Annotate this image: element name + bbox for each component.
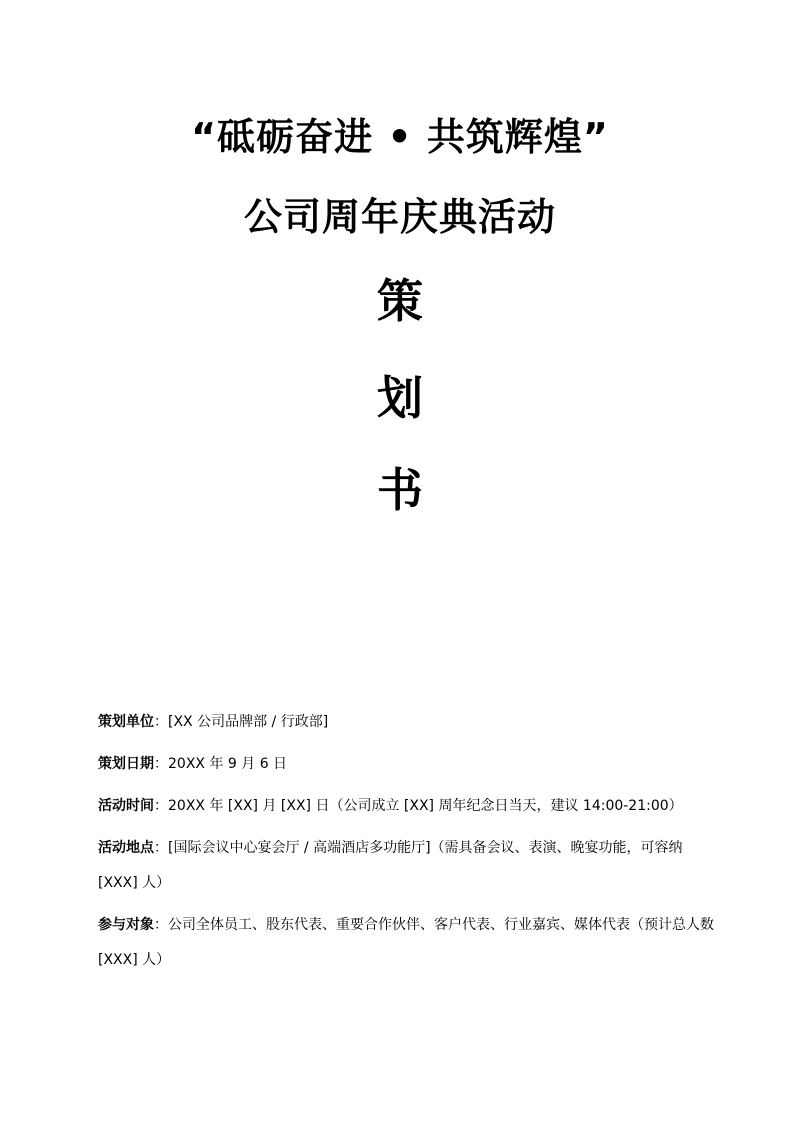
plan-info-block: [98, 705, 718, 985]
info-label: 活动时间: [98, 798, 154, 814]
info-planning-date: [98, 747, 718, 782]
info-event-time: [98, 789, 718, 824]
info-value: ：[国际会议中心宴会厅 / 高端酒店多功能厅]（需具备会议、表演、晚宴功能，可容纳 [XXX] 人）: [98, 840, 683, 891]
info-participants: [98, 908, 718, 978]
info-value: ：公司全体员工、股东代表、重要合作伙伴、客户代表、行业嘉宾、媒体代表（预计总人数 [XXX] 人）: [98, 917, 714, 968]
info-planning-unit: [98, 705, 718, 740]
info-label: 活动地点: [98, 840, 154, 856]
title-char-hua: 划: [377, 371, 423, 425]
info-value: ：20XX 年 [XX] 月 [XX] 日（公司成立 [XX] 周年纪念日当天，建议 14:00-21:00）: [154, 798, 683, 814]
info-value: ：20XX 年 9 月 6 日: [154, 756, 288, 772]
title-slogan: “砥砺奋进 • 共筑辉煌”: [191, 115, 609, 159]
info-label: 参与对象: [98, 917, 154, 933]
title-event-name: 公司周年庆典活动: [243, 195, 556, 239]
info-event-venue: [98, 831, 718, 901]
title-char-shu: 书: [377, 463, 423, 517]
info-value: ：[XX 公司品牌部 / 行政部]: [154, 714, 329, 730]
info-label: 策划单位: [98, 714, 154, 730]
info-label: 策划日期: [98, 756, 154, 772]
title-char-ce: 策: [377, 274, 423, 328]
